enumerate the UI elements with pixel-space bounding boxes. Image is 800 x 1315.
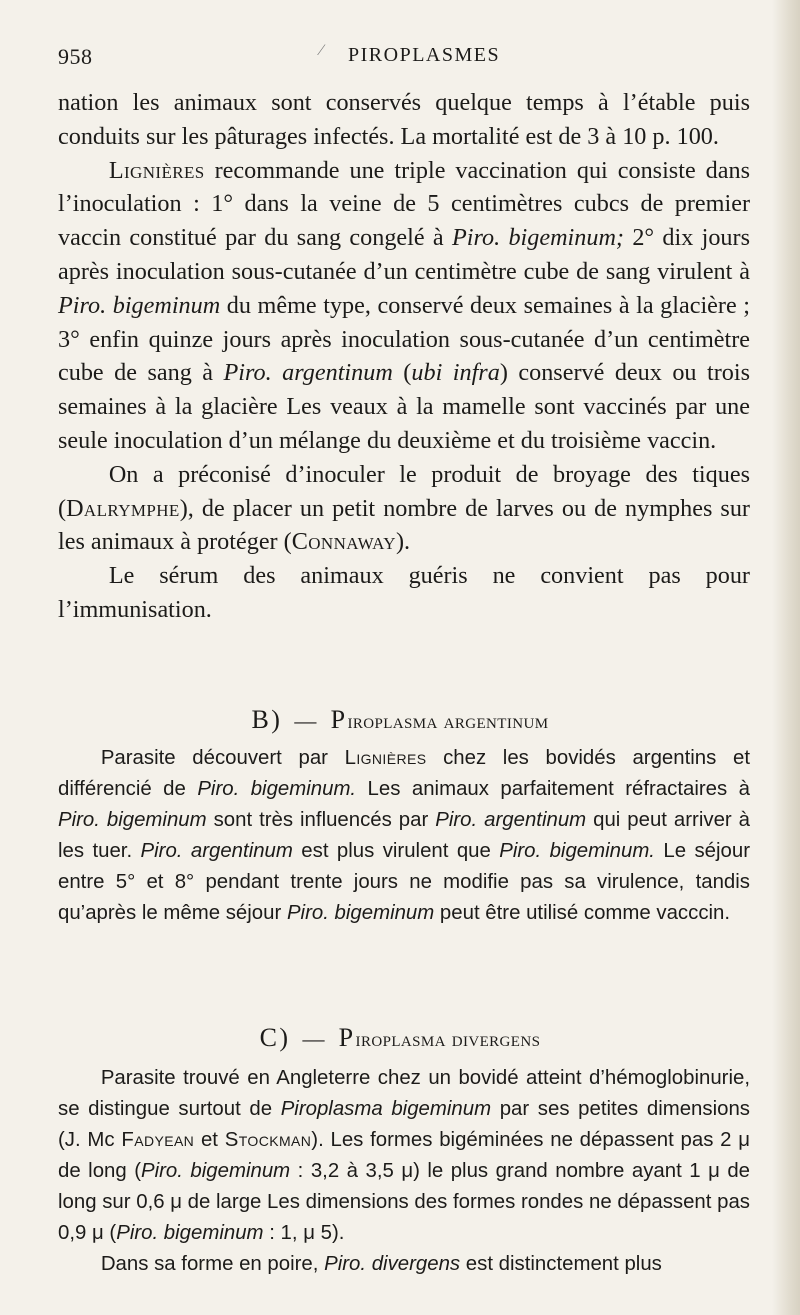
main-text-block xyxy=(58,86,750,627)
species-name: Piro. bigeminum xyxy=(286,902,435,924)
paragraph-continued xyxy=(58,86,750,154)
latin-phrase: ubi infra xyxy=(411,359,500,387)
text-run: est distinctement plus xyxy=(460,1253,662,1275)
text-run: Parasite trouvé en Angleterre chez un bovidé atteint d’hémoglobinurie, se distingue surtout de xyxy=(58,1067,750,1120)
author-name: Lignières xyxy=(108,156,205,184)
author-name: Fadyean xyxy=(121,1129,195,1151)
text-run: On a préconisé d’inoculer le produit de broyage des tiques ( xyxy=(58,460,750,522)
heading-dash: — xyxy=(294,708,319,733)
section-label: C) xyxy=(259,1023,291,1052)
text-run: recommande une triple vaccination qui consiste dans l’inoculation : 1° dans la veine de 5 centimètres cubcs de premier vaccin constitué par du sang congelé à xyxy=(58,156,750,252)
author-name: Dalrymphe xyxy=(66,494,180,522)
text-run: peut être utilisé comme vacccin. xyxy=(434,902,731,924)
pencil-mark: ⁄ xyxy=(320,42,323,59)
species-name: Piro. divergens xyxy=(324,1253,461,1275)
section-heading-divergens xyxy=(0,1023,800,1053)
running-head xyxy=(58,44,730,74)
text-run: ), de placer un petit nombre de larves ou de nymphes sur les animaux à protéger ( xyxy=(58,494,750,556)
text-run: Parasite découvert par xyxy=(100,747,345,769)
page-number: 958 xyxy=(58,44,93,69)
species-name: Piroplasma bigeminum xyxy=(280,1098,492,1120)
species-name: Piro. argentinum xyxy=(140,840,293,862)
heading-title: iroplasma divergens xyxy=(355,1026,541,1051)
text-run: du même type, conservé deux semaines à la glacière ; 3° enfin quinze jours après inoculation sous-cutanée d’un centimètre cube de sang à xyxy=(58,291,750,387)
paragraph-serum xyxy=(58,559,750,627)
species-name: Piro. bigeminum xyxy=(58,809,207,831)
text-run: 2° dix jours après inoculation sous-cutanée d’un centimètre cube de sang virulent à xyxy=(58,224,750,285)
species-name: Piro. argentinum xyxy=(435,809,587,831)
species-name: Piro. bigeminum. xyxy=(499,840,655,862)
text-run: sont très influencés par xyxy=(206,809,436,831)
text-run: par ses petites dimensions (J. Mc xyxy=(58,1098,750,1151)
text-run: nation les animaux sont conservés quelque temps à l’étable puis conduits sur les pâturages infectés. La mortalité est de 3 à 10 p. 100. xyxy=(58,89,750,150)
species-name: Piro. bigeminum. xyxy=(197,778,357,800)
author-name: Lignières xyxy=(344,747,427,769)
section-divergens-text xyxy=(58,1063,750,1280)
paragraph-argentinum xyxy=(58,743,750,929)
section-label: B) xyxy=(251,705,283,734)
page-header-title: PIROPLASMES xyxy=(348,44,501,66)
text-run: Dans sa forme en poire, xyxy=(100,1253,325,1275)
heading-title: iroplasma argentinum xyxy=(347,708,549,733)
text-run: ) conservé deux ou trois semaines à la glacière Les veaux à la mamelle sont vaccinés par une seule inoculation d’un mélange du deuxième et du troisième vaccin. xyxy=(58,359,751,454)
text-run: Le séjour entre 5° et 8° pendant trente jours ne modifie pas sa virulence, tandis qu’après le même séjour xyxy=(58,840,750,924)
heading-dash: — xyxy=(302,1026,327,1051)
text-run: chez les bovidés argentins et différencié de xyxy=(58,747,750,800)
species-name: Piro. bigeminum xyxy=(141,1160,291,1182)
species-name: Piro. bigeminum xyxy=(58,291,221,319)
author-name: Stockman xyxy=(224,1129,312,1151)
species-name: Piro. bigeminum; xyxy=(451,224,624,252)
heading-initial: P xyxy=(330,705,348,734)
text-run: : 1, μ 5). xyxy=(263,1222,345,1244)
text-run: ). xyxy=(395,528,411,556)
text-run: est plus virulent que xyxy=(292,840,500,862)
text-run: qui peut arriver à les tuer. xyxy=(58,809,751,862)
species-name: Piro. bigeminum xyxy=(116,1222,264,1244)
paragraph-tick-inoculation xyxy=(58,458,750,559)
paragraph-divergens xyxy=(58,1063,750,1249)
text-run: ( xyxy=(392,359,412,387)
paragraph-lignieres-vaccination xyxy=(58,154,750,458)
text-run: Les animaux parfaitement réfractaires à xyxy=(356,778,750,800)
text-run: ). Les formes bigéminées ne dépassent pas 2 μ de long ( xyxy=(58,1129,751,1182)
species-name: Piro. argentinum xyxy=(223,359,393,387)
heading-initial: P xyxy=(338,1023,356,1052)
section-argentinum-text xyxy=(58,743,750,929)
page-edge-shadow xyxy=(772,0,800,1315)
text-run: Le sérum des animaux guéris ne convient pas pour l’immunisation. xyxy=(58,562,750,623)
author-name: Connaway xyxy=(291,528,396,556)
section-heading-argentinum xyxy=(0,705,800,735)
text-run: et xyxy=(194,1129,225,1151)
text-run: : 3,2 à 3,5 μ) le plus grand nombre ayant 1 μ de long sur 0,6 μ de large Les dimensions des formes rondes ne dépassent pas 0,9 μ ( xyxy=(58,1160,750,1244)
paragraph-pear-form xyxy=(58,1249,750,1280)
